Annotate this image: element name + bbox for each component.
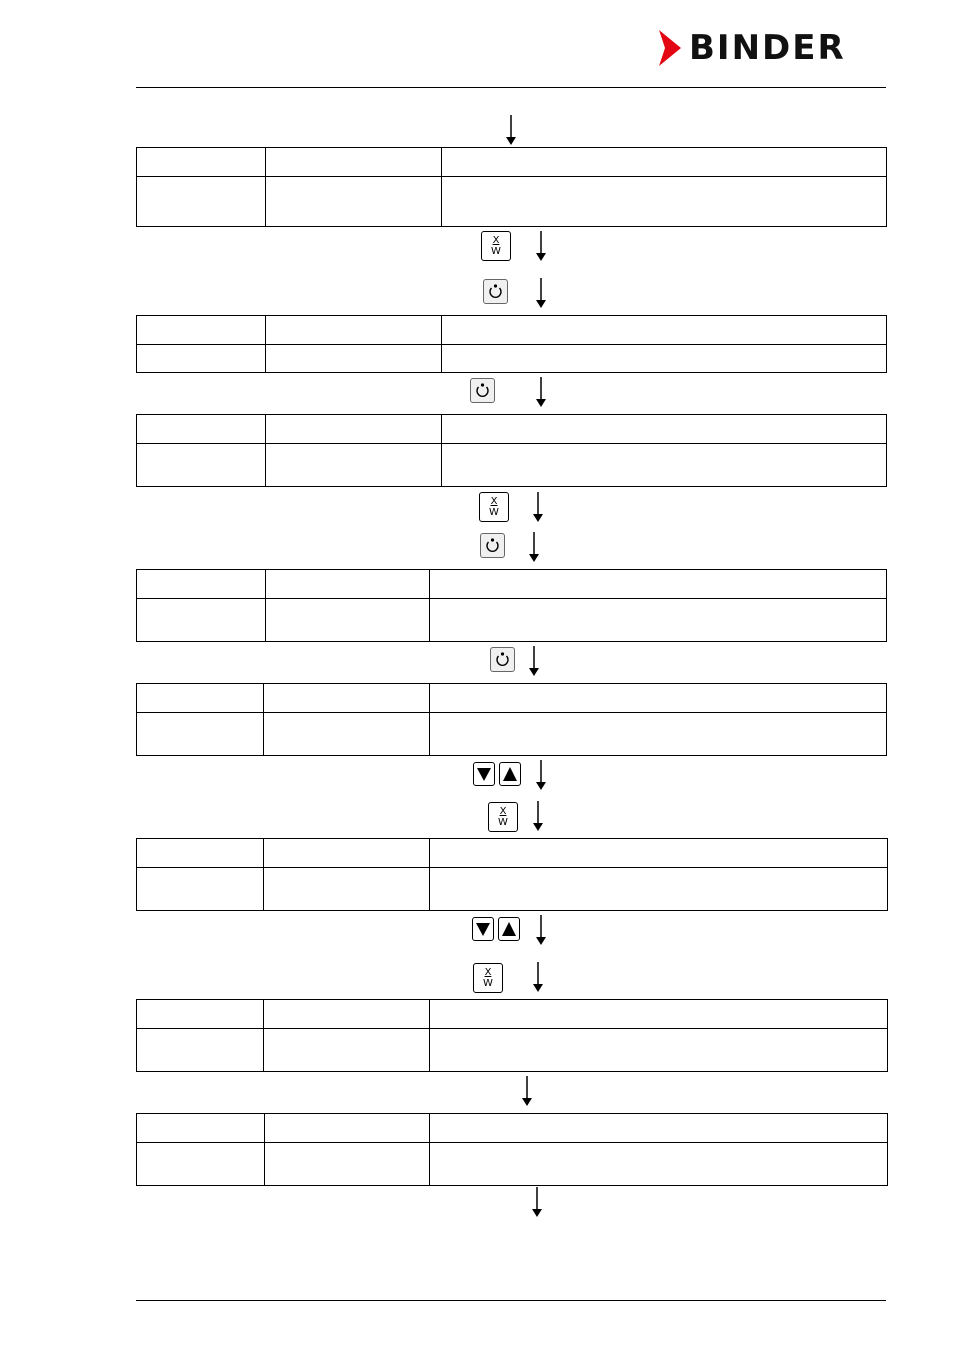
flow-arrow-icon	[505, 115, 517, 145]
display-table-8	[136, 1113, 888, 1186]
display-table-6	[136, 838, 888, 911]
display-table-7	[136, 999, 888, 1072]
down-triangle-key-icon[interactable]	[472, 917, 494, 941]
setpoint-actual-key-icon[interactable]: X W	[473, 963, 503, 993]
flow-arrow-icon	[535, 377, 547, 407]
flow-arrow-icon	[532, 962, 544, 992]
flow-arrow-icon	[535, 278, 547, 308]
flow-arrow-icon	[531, 1187, 543, 1217]
footer-rule	[136, 1300, 886, 1301]
display-table-3	[136, 414, 887, 487]
program-cycle-key-icon[interactable]	[483, 279, 508, 304]
flow-arrow-icon	[528, 646, 540, 676]
up-triangle-key-icon[interactable]	[498, 917, 520, 941]
display-table-5	[136, 683, 887, 756]
program-cycle-key-icon[interactable]	[470, 378, 495, 403]
up-triangle-key-icon[interactable]	[499, 762, 521, 786]
program-cycle-key-icon[interactable]	[480, 533, 505, 558]
header-rule	[136, 87, 886, 88]
binder-logo	[657, 30, 889, 66]
display-table-1	[136, 147, 887, 227]
flow-arrow-icon	[532, 801, 544, 831]
program-cycle-key-icon[interactable]	[490, 647, 515, 672]
setpoint-actual-key-icon[interactable]: X W	[481, 231, 511, 261]
flow-arrow-icon	[532, 492, 544, 522]
flow-arrow-icon	[528, 532, 540, 562]
flow-arrow-icon	[521, 1076, 533, 1106]
flow-arrow-icon	[535, 760, 547, 790]
setpoint-actual-key-icon[interactable]: X W	[479, 492, 509, 522]
flow-arrow-icon	[535, 915, 547, 945]
display-table-2	[136, 315, 887, 373]
flow-arrow-icon	[535, 231, 547, 261]
display-table-4	[136, 569, 887, 642]
brand-name: BINDER	[689, 28, 846, 68]
binder-logo-mark-icon	[657, 30, 683, 66]
setpoint-actual-key-icon[interactable]: X W	[488, 802, 518, 832]
down-triangle-key-icon[interactable]	[473, 762, 495, 786]
